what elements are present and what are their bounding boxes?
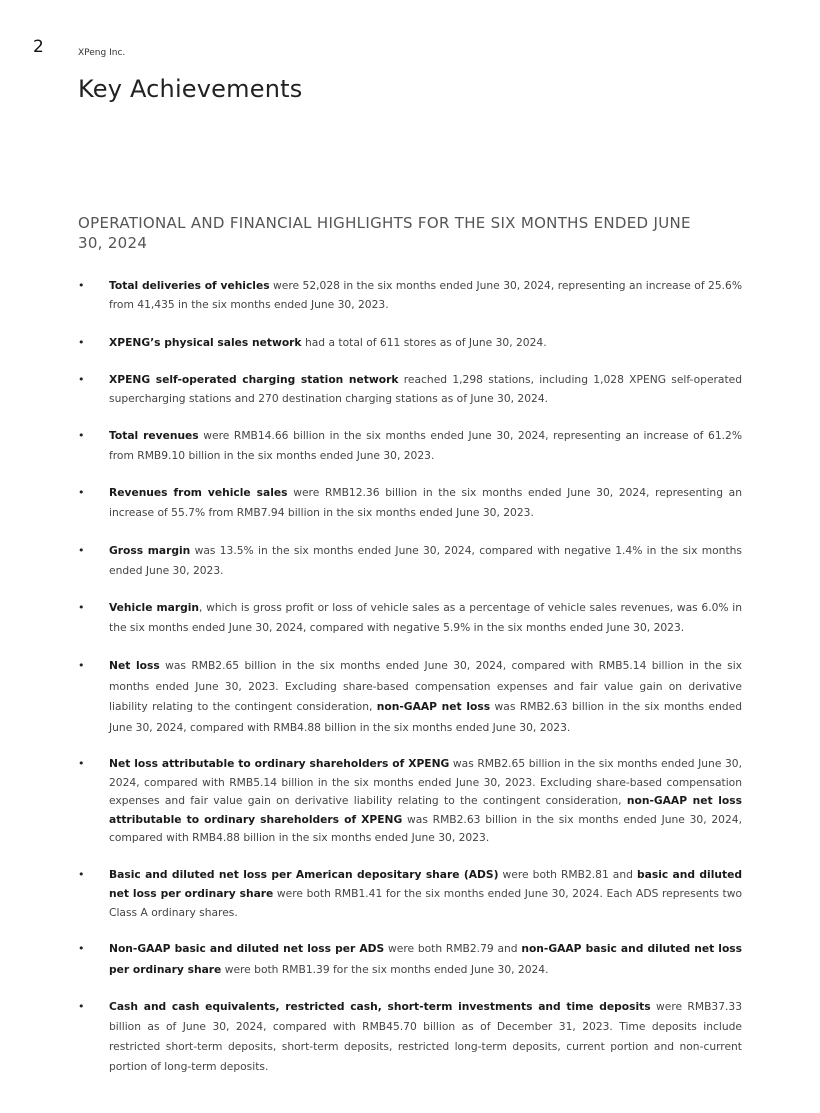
highlight-text [109,755,742,848]
highlight-bold: Total revenues [109,429,199,442]
highlight-body: were both RMB2.81 and [498,868,637,881]
highlight-body: were both RMB2.79 and [384,942,522,955]
highlight-bold-secondary: basic and diluted net loss per ordinary share [109,868,742,900]
highlight-body-secondary: were both RMB1.39 for the six months ended June 30, 2024. [221,962,549,976]
highlight-text [109,370,742,408]
bullet-icon: • [78,868,85,881]
bullet-icon: • [78,601,85,614]
page-number: 2 [33,37,44,57]
highlight-body: were 52,028 in the six months ended June 30, 2024, representing an increase of 25.6% from 41,435 in the six months ended June 30, 2023. [109,279,742,311]
highlight-text [109,483,742,523]
bullet-icon: • [78,942,85,955]
highlight-bold: Revenues from vehicle sales [109,486,288,499]
highlight-net-loss [78,656,742,739]
bullet-icon: • [78,336,85,349]
highlight-body: were RMB12.36 billion in the six months ended June 30, 2024, representing an increase of 55.7% from RMB7.94 billion in the six months ended June 30, 2023. [109,486,742,519]
highlight-bold: Cash and cash equivalents, restricted cash, short-term investments and time deposits [109,1000,651,1013]
highlight-bold: XPENG’s physical sales network [109,336,302,349]
bullet-icon: • [78,544,85,557]
highlight-bold: Non-GAAP basic and diluted net loss per ADS [109,942,385,955]
highlight-text [109,333,742,352]
highlight-text [109,541,742,581]
highlight-body: had a total of 611 stores as of June 30, 2024. [301,336,547,349]
highlight-body: reached 1,298 stations, including 1,028 XPENG self-operated supercharging stations and 270 destination charging stations as of June 30, 2024. [109,373,743,405]
highlight-total-revenues [78,426,742,466]
highlight-bold: Net loss [109,659,160,672]
bullet-icon: • [78,373,85,386]
page-title: Key Achievements [78,75,303,103]
highlight-vehicle-revenues [78,483,742,523]
highlight-non-gaap-per-ads [78,939,742,980]
highlight-body: was 13.5% in the six months ended June 30, 2024, compared with negative 1.4% in the six months ended June 30, 2023. [109,544,742,577]
highlight-net-loss-ordinary [78,755,742,848]
bullet-icon: • [78,1000,85,1013]
highlight-bold-secondary: non-GAAP net loss [376,700,491,714]
highlight-body-secondary: was RMB2.63 billion in the six months ended June 30, 2024, compared with RMB4.88 billion in the six months ended June 30, 2023. [109,812,742,844]
highlight-body-secondary: were both RMB1.41 for the six months ended June 30, 2024. Each ADS represents two Class A ordinary shares. [109,887,742,919]
highlight-body: were RMB14.66 billion in the six months ended June 30, 2024, representing an increase of 61.2% from RMB9.10 billion in the six months ended June 30, 2023. [109,429,742,462]
highlight-text [109,598,742,638]
highlight-bold: Basic and diluted net loss per American depositary share (ADS) [109,868,499,881]
section-heading: OPERATIONAL AND FINANCIAL HIGHLIGHTS FOR THE SIX MONTHS ENDED JUNE 30, 2024 [78,214,691,252]
highlight-bold: XPENG self-operated charging station network [109,373,399,386]
bullet-icon: • [78,659,85,672]
highlight-bold-secondary: non-GAAP basic and diluted net loss per ordinary share [109,942,743,976]
bullet-icon: • [78,486,85,499]
highlight-body: , which is gross profit or loss of vehicle sales as a percentage of vehicle sales revenues, was 6.0% in the six months ended June 30, 2024, compared with negative 5.9% in the six months ended June 30, 2023. [109,601,743,634]
highlight-text [109,997,742,1077]
highlight-bold: Gross margin [109,544,191,557]
bullet-icon: • [78,429,85,442]
highlight-cash [78,997,742,1077]
highlight-net-loss-per-ads [78,865,742,922]
highlight-text [109,939,742,980]
highlight-bold-secondary: non-GAAP net loss attributable to ordinary shareholders of XPENG [109,794,742,826]
highlight-bold: Vehicle margin [109,601,200,614]
highlight-text [109,276,742,314]
highlight-text [109,865,742,922]
highlight-text [109,426,742,466]
bullet-icon: • [78,757,85,770]
highlight-total-deliveries [78,276,742,314]
highlight-gross-margin [78,541,742,581]
highlight-body: was RMB2.65 billion in the six months ended June 30, 2024, compared with RMB5.14 billion in the six months ended June 30, 2023. Excluding share-based compensation expenses and fair value gain on derivative liability relating to the contingent consideration, [109,659,742,714]
highlight-body: was RMB2.65 billion in the six months ended June 30, 2024, compared with RMB5.14 billion in the six months ended June 30, 2023. Excluding share-based compensation expenses and fair value gain on derivative liability relating to the contingent consideration, [109,757,742,807]
highlight-bold: Total deliveries of vehicles [109,279,270,292]
highlight-charging-network [78,370,742,408]
highlight-body: were RMB37.33 billion as of June 30, 2024, compared with RMB45.70 billion as of December 31, 2023. Time deposits include restricted short-term deposits, short-term deposits, restricted long-term deposits, current portion and non-current portion of long-term deposits. [109,1000,743,1073]
highlight-vehicle-margin [78,598,742,638]
highlight-text [109,656,742,739]
highlight-bold: Net loss attributable to ordinary shareholders of XPENG [109,757,450,770]
highlight-body-secondary: was RMB2.63 billion in the six months ended June 30, 2024, compared with RMB4.88 billion in the six months ended June 30, 2023. [109,700,742,735]
bullet-icon: • [78,279,85,292]
company-name: XPeng Inc. [78,48,126,58]
highlight-sales-network [78,333,742,352]
